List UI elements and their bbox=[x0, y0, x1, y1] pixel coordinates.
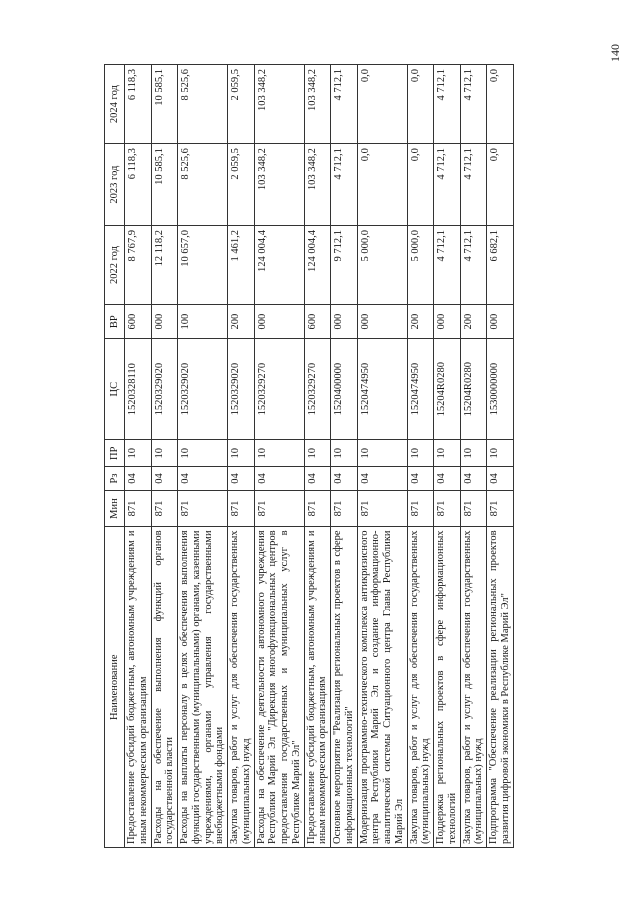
row-cs: 1520400000 bbox=[331, 339, 358, 440]
col-header-name: Наименование bbox=[105, 527, 125, 848]
row-amount-2022: 1 461,2 bbox=[228, 226, 255, 305]
table-row bbox=[125, 65, 152, 848]
row-pr: 10 bbox=[178, 440, 228, 467]
row-name: Поддержка региональных проектов в сфере информационных технологий bbox=[434, 527, 461, 848]
row-amount-2022: 6 682,1 bbox=[487, 226, 514, 305]
row-vr: 100 bbox=[178, 305, 228, 339]
row-cs: 1520329020 bbox=[178, 339, 228, 440]
row-amount-2024: 4 712,1 bbox=[434, 65, 461, 144]
row-min: 871 bbox=[460, 490, 487, 527]
table-row bbox=[228, 65, 255, 848]
row-cs: 1520329020 bbox=[151, 339, 178, 440]
row-pr: 10 bbox=[228, 440, 255, 467]
col-header-2024: 2024 год bbox=[105, 65, 125, 144]
row-vr: 200 bbox=[460, 305, 487, 339]
row-cs: 1520329270 bbox=[304, 339, 331, 440]
row-min: 871 bbox=[151, 490, 178, 527]
row-amount-2022: 9 712,1 bbox=[331, 226, 358, 305]
row-name: Закупка товаров, работ и услуг для обеспечения государственных (муниципальных) нужд bbox=[407, 527, 434, 848]
row-min: 871 bbox=[331, 490, 358, 527]
table-row bbox=[460, 65, 487, 848]
table-row bbox=[178, 65, 228, 848]
row-amount-2023: 4 712,1 bbox=[434, 144, 461, 226]
row-name: Расходы на обеспечение деятельности автономного учреждения Республики Марий Эл "Дирекция многофункциональных центров предоставления государственных и муниципальных услуг в Республике Марий Эл" bbox=[254, 527, 304, 848]
row-rz: 04 bbox=[357, 467, 407, 490]
row-amount-2024: 0,0 bbox=[407, 65, 434, 144]
row-rz: 04 bbox=[254, 467, 304, 490]
row-amount-2024: 10 585,1 bbox=[151, 65, 178, 144]
row-rz: 04 bbox=[228, 467, 255, 490]
row-amount-2023: 6 118,3 bbox=[125, 144, 152, 226]
col-header-min: Мин bbox=[105, 490, 125, 527]
row-name: Закупка товаров, работ и услуг для обеспечения государственных (муниципальных) нужд bbox=[460, 527, 487, 848]
row-name: Модернизация программно-технического комплекса антикризисного центра Республики Марий Эл и создание информационно-аналитической системы Ситуационного центра Главы Республики Марий Эл bbox=[357, 527, 407, 848]
row-rz: 04 bbox=[304, 467, 331, 490]
row-pr: 10 bbox=[254, 440, 304, 467]
row-rz: 04 bbox=[178, 467, 228, 490]
row-name: Закупка товаров, работ и услуг для обеспечения государственных (муниципальных) нужд bbox=[228, 527, 255, 848]
row-vr: 600 bbox=[125, 305, 152, 339]
row-rz: 04 bbox=[331, 467, 358, 490]
row-vr: 600 bbox=[304, 305, 331, 339]
row-name: Основное мероприятие "Реализация региональных проектов в сфере информационных технологий" bbox=[331, 527, 358, 848]
col-header-cs: ЦС bbox=[105, 339, 125, 440]
row-min: 871 bbox=[178, 490, 228, 527]
row-min: 871 bbox=[434, 490, 461, 527]
row-min: 871 bbox=[357, 490, 407, 527]
table-row bbox=[304, 65, 331, 848]
row-amount-2024: 4 712,1 bbox=[460, 65, 487, 144]
row-vr: 000 bbox=[434, 305, 461, 339]
row-cs: 1520329270 bbox=[254, 339, 304, 440]
row-pr: 10 bbox=[304, 440, 331, 467]
row-cs: 1530000000 bbox=[487, 339, 514, 440]
col-header-2022: 2022 год bbox=[105, 226, 125, 305]
row-amount-2023: 0,0 bbox=[407, 144, 434, 226]
row-amount-2023: 103 348,2 bbox=[254, 144, 304, 226]
table-row bbox=[357, 65, 407, 848]
row-amount-2024: 0,0 bbox=[487, 65, 514, 144]
row-name: Подпрограмма "Обеспечение реализации региональных проектов развития цифровой экономики в Республике Марий Эл" bbox=[487, 527, 514, 848]
row-amount-2022: 8 767,9 bbox=[125, 226, 152, 305]
row-vr: 000 bbox=[357, 305, 407, 339]
row-amount-2024: 8 525,6 bbox=[178, 65, 228, 144]
row-min: 871 bbox=[487, 490, 514, 527]
row-cs: 15204R0280 bbox=[460, 339, 487, 440]
table-row bbox=[331, 65, 358, 848]
table-row bbox=[407, 65, 434, 848]
row-cs: 1520329020 bbox=[228, 339, 255, 440]
row-amount-2023: 0,0 bbox=[487, 144, 514, 226]
row-amount-2023: 4 712,1 bbox=[460, 144, 487, 226]
row-vr: 000 bbox=[254, 305, 304, 339]
row-pr: 10 bbox=[331, 440, 358, 467]
row-name: Расходы на выплаты персоналу в целях обеспечения выполнения функций государственными (муниципальными) органами, казенными учреждениями, органами управления государственными внебюджетными фондами bbox=[178, 527, 228, 848]
row-min: 871 bbox=[125, 490, 152, 527]
row-amount-2024: 103 348,2 bbox=[254, 65, 304, 144]
col-header-2023: 2023 год bbox=[105, 144, 125, 226]
row-cs: 1520328110 bbox=[125, 339, 152, 440]
row-pr: 10 bbox=[460, 440, 487, 467]
row-amount-2023: 2 059,5 bbox=[228, 144, 255, 226]
row-name: Предоставление субсидий бюджетным, автономным учреждениям и иным некоммерческим организациям bbox=[304, 527, 331, 848]
row-amount-2023: 0,0 bbox=[357, 144, 407, 226]
row-amount-2023: 10 585,1 bbox=[151, 144, 178, 226]
row-min: 871 bbox=[304, 490, 331, 527]
row-pr: 10 bbox=[434, 440, 461, 467]
row-name: Расходы на обеспечение выполнения функций органов государственной власти bbox=[151, 527, 178, 848]
row-rz: 04 bbox=[434, 467, 461, 490]
col-header-vr: ВР bbox=[105, 305, 125, 339]
row-rz: 04 bbox=[151, 467, 178, 490]
table-row bbox=[434, 65, 461, 848]
row-amount-2022: 4 712,1 bbox=[434, 226, 461, 305]
row-amount-2022: 5 000,0 bbox=[407, 226, 434, 305]
row-cs: 1520474950 bbox=[407, 339, 434, 440]
row-amount-2023: 4 712,1 bbox=[331, 144, 358, 226]
col-header-rz: Рз bbox=[105, 467, 125, 490]
budget-table-container bbox=[104, 64, 571, 848]
row-vr: 000 bbox=[487, 305, 514, 339]
header-row bbox=[105, 65, 125, 848]
row-vr: 000 bbox=[331, 305, 358, 339]
row-amount-2022: 4 712,1 bbox=[460, 226, 487, 305]
table-row bbox=[487, 65, 514, 848]
row-amount-2022: 12 118,2 bbox=[151, 226, 178, 305]
row-min: 871 bbox=[254, 490, 304, 527]
row-rz: 04 bbox=[407, 467, 434, 490]
row-amount-2024: 2 059,5 bbox=[228, 65, 255, 144]
row-amount-2023: 8 525,6 bbox=[178, 144, 228, 226]
row-pr: 10 bbox=[357, 440, 407, 467]
table-row bbox=[151, 65, 178, 848]
row-min: 871 bbox=[407, 490, 434, 527]
budget-table bbox=[104, 64, 514, 848]
row-min: 871 bbox=[228, 490, 255, 527]
row-amount-2024: 103 348,2 bbox=[304, 65, 331, 144]
row-vr: 000 bbox=[151, 305, 178, 339]
row-vr: 200 bbox=[407, 305, 434, 339]
row-name: Предоставление субсидий бюджетным, автономным учреждениям и иным некоммерческим организациям bbox=[125, 527, 152, 848]
row-amount-2022: 124 004,4 bbox=[254, 226, 304, 305]
table-row bbox=[254, 65, 304, 848]
row-amount-2022: 5 000,0 bbox=[357, 226, 407, 305]
row-pr: 10 bbox=[151, 440, 178, 467]
row-rz: 04 bbox=[460, 467, 487, 490]
row-amount-2022: 10 657,0 bbox=[178, 226, 228, 305]
row-pr: 10 bbox=[487, 440, 514, 467]
row-pr: 10 bbox=[407, 440, 434, 467]
row-rz: 04 bbox=[487, 467, 514, 490]
row-amount-2022: 124 004,4 bbox=[304, 226, 331, 305]
row-amount-2024: 6 118,3 bbox=[125, 65, 152, 144]
row-cs: 1520474950 bbox=[357, 339, 407, 440]
row-amount-2024: 0,0 bbox=[357, 65, 407, 144]
row-amount-2023: 103 348,2 bbox=[304, 144, 331, 226]
row-pr: 10 bbox=[125, 440, 152, 467]
row-rz: 04 bbox=[125, 467, 152, 490]
row-vr: 200 bbox=[228, 305, 255, 339]
page-number: 140 bbox=[608, 44, 622, 62]
col-header-pr: ПР bbox=[105, 440, 125, 467]
row-amount-2024: 4 712,1 bbox=[331, 65, 358, 144]
row-cs: 15204R0280 bbox=[434, 339, 461, 440]
